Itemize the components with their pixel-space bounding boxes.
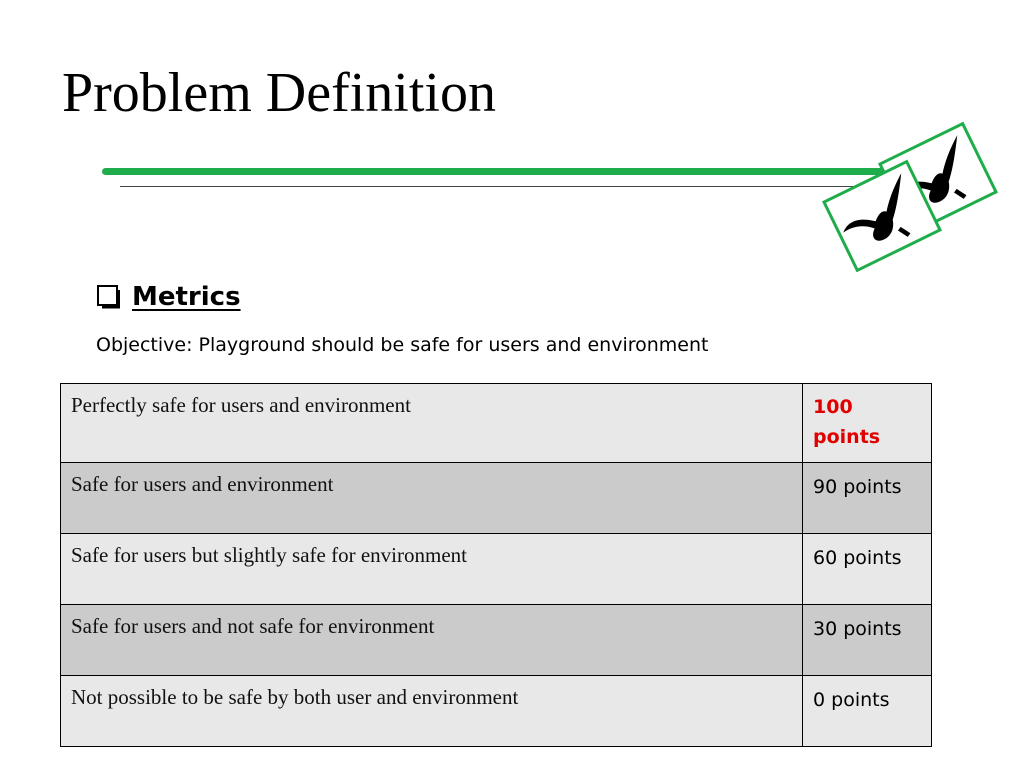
- table-row: [61, 533, 932, 604]
- section-heading: [96, 282, 241, 312]
- metric-description: Safe for users and environment: [61, 462, 803, 533]
- metric-description: Safe for users and not safe for environment: [61, 604, 803, 675]
- metric-points: 60 points: [803, 533, 932, 604]
- table-row: [61, 462, 932, 533]
- metric-points: 90 points: [803, 462, 932, 533]
- metric-description: Safe for users but slightly safe for environment: [61, 533, 803, 604]
- metric-description: Perfectly safe for users and environment: [61, 384, 803, 463]
- table-row: [61, 384, 932, 463]
- flying-birds-logo-icon: [820, 112, 1000, 272]
- metric-points: 0 points: [803, 675, 932, 746]
- section-heading-label: Metrics: [132, 282, 241, 312]
- title-accent-rule: [102, 168, 902, 175]
- checkbox-bullet-icon: [96, 284, 122, 310]
- metric-description: Not possible to be safe by both user and environment: [61, 675, 803, 746]
- table-row: [61, 675, 932, 746]
- table-row: [61, 604, 932, 675]
- metric-points: 30 points: [803, 604, 932, 675]
- metric-points: 100 points: [803, 384, 932, 463]
- metrics-table: [60, 383, 932, 747]
- slide-title: Problem Definition: [62, 62, 496, 124]
- objective-text: Objective: Playground should be safe for users and environment: [96, 334, 709, 356]
